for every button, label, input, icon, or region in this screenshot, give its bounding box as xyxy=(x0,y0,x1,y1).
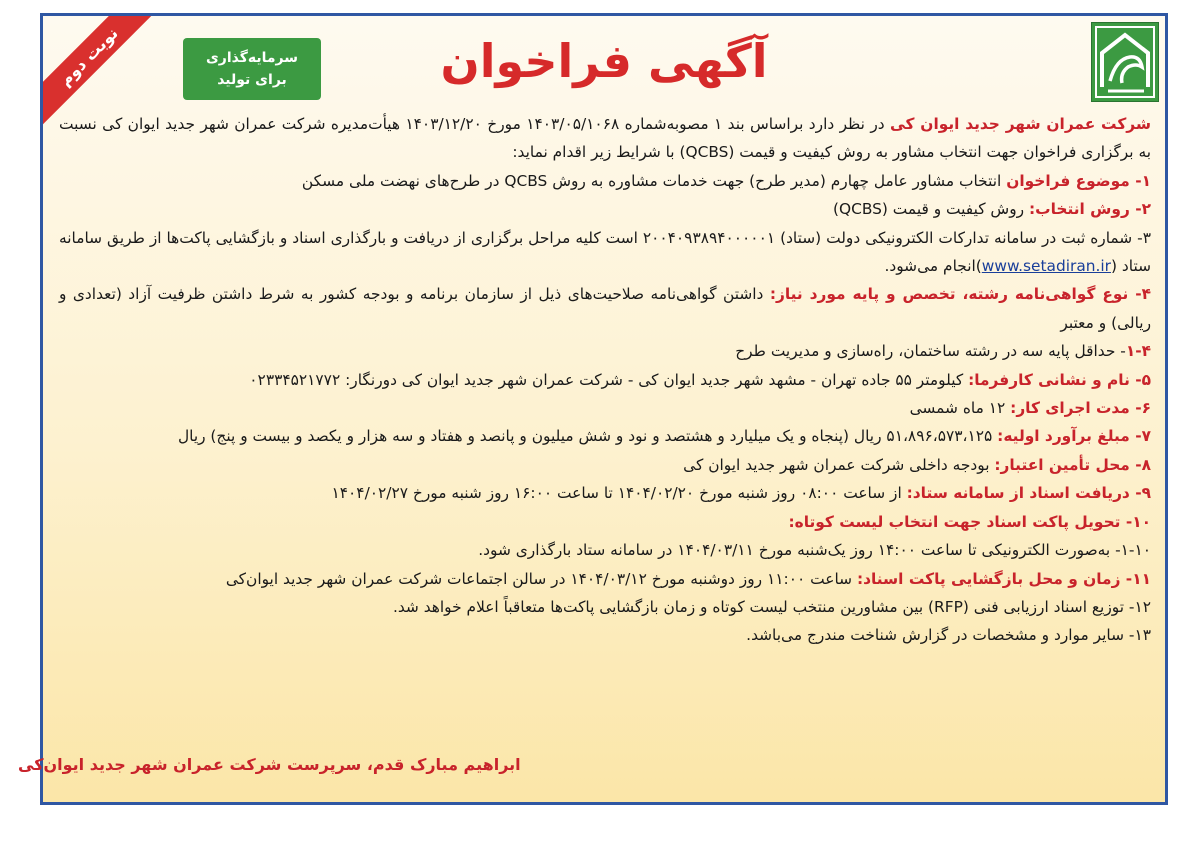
item-text: - حداقل پایه سه در رشته ساختمان، راه‌سازی و مدیریت طرح xyxy=(735,342,1126,361)
item-text: از ساعت ۰۸:۰۰ روز شنبه مورخ ۱۴۰۴/۰۲/۲۰ تا ساعت ۱۶:۰۰ روز شنبه مورخ ۱۴۰۴/۰۲/۲۷ xyxy=(331,484,907,503)
badge-line-1: سرمایه‌گذاری xyxy=(205,50,299,66)
item-text: انتخاب مشاور عامل چهارم (مدیر طرح) جهت خدمات مشاوره به روش QCBS در طرح‌های نهضت ملی مسکن xyxy=(301,171,1007,190)
item-4 xyxy=(59,280,1151,337)
badge-line-2: برای تولید xyxy=(217,72,287,88)
item-text: ۱۲ ماه شمسی xyxy=(909,399,1011,418)
notice-frame xyxy=(40,13,1168,805)
item-7 xyxy=(59,422,1151,450)
item-label: ۸- محل تأمین اعتبار: xyxy=(994,455,1151,474)
item-6 xyxy=(59,394,1151,422)
item-12 xyxy=(59,593,1151,621)
item-label: ۱- موضوع فراخوان xyxy=(1006,171,1151,190)
item-10-1 xyxy=(59,536,1151,564)
item-2 xyxy=(59,195,1151,223)
item-label: ۴- نوع گواهی‌نامه رشته، تخصص و پایه مورد نیاز: xyxy=(769,285,1151,304)
notice-title: آگهی فراخوان xyxy=(440,34,768,88)
ribbon-label: نوبت دوم xyxy=(43,16,153,126)
item-label: ۶- مدت اجرای کار: xyxy=(1010,399,1151,418)
company-logo xyxy=(1091,22,1159,102)
setad-link[interactable]: www.setadiran.ir xyxy=(981,257,1112,276)
item-text: ساعت ۱۱:۰۰ روز دوشنبه مورخ ۱۴۰۴/۰۳/۱۲ در سالن اجتماعات شرکت عمران شهر جدید ایوان‌کی xyxy=(225,569,857,588)
item-text: ۵۱،۸۹۶،۵۷۳،۱۲۵ ریال (پنجاه و یک میلیارد و هشتصد و نود و شش میلیون و پانصد و هفتاد و سه هزار و یکصد و بیست و پنج) ریال xyxy=(177,427,998,446)
item-text: کیلومتر ۵۵ جاده تهران - مشهد شهر جدید ایوان کی - شرکت عمران شهر جدید ایوان کی دورنگار: ۰۲۳۳۴۵۲۱۷۷۲ xyxy=(249,370,969,389)
item-4-1 xyxy=(59,337,1151,365)
item-label: ۱-۴ xyxy=(1125,342,1151,361)
item-label: ۹- دریافت اسناد از سامانه ستاد: xyxy=(906,484,1151,503)
item-text-after: )انجام می‌شود. xyxy=(884,257,982,276)
item-text: بودجه داخلی شرکت عمران شهر جدید ایوان کی xyxy=(683,455,995,474)
item-label: ۵- نام و نشانی کارفرما: xyxy=(968,370,1151,389)
item-label: ۷- مبلغ برآورد اولیه: xyxy=(997,427,1151,446)
slogan-badge xyxy=(183,38,321,100)
item-label: ۱۰- تحویل پاکت اسناد جهت انتخاب لیست کوتاه: xyxy=(788,512,1151,531)
item-text: ۱۲- توزیع اسناد ارزیابی فنی (RFP) بین مشاورین منتخب لیست کوتاه و زمان بازگشایی پاکت‌ها متعاقباً اعلام خواهد شد. xyxy=(392,597,1151,616)
item-10 xyxy=(59,508,1151,536)
item-11 xyxy=(59,565,1151,593)
item-1 xyxy=(59,167,1151,195)
item-text: ۳- شماره ثبت در سامانه تدارکات الکترونیکی دولت (ستاد) ۲۰۰۴۰۹۳۸۹۴۰۰۰۰۰۱ است کلیه مراحل برگزاری از دریافت و بارگذاری اسناد و بازگشایی پاکت‌ها از طریق سامانه ستاد ( xyxy=(59,228,1151,276)
intro-paragraph xyxy=(59,110,1151,167)
item-text: داشتن گواهی‌نامه صلاحیت‌های ذیل از سازمان برنامه و بودجه کشور به شرط داشتن ظرفیت آزاد (تعدادی و ریالی) و معتبر xyxy=(59,285,1151,332)
item-text: ۱۳- سایر موارد و مشخصات در گزارش شناخت مندرج می‌باشد. xyxy=(746,626,1151,645)
notice-body xyxy=(59,110,1151,650)
item-5 xyxy=(59,366,1151,394)
item-8 xyxy=(59,451,1151,479)
item-label: ۱۱- زمان و محل بازگشایی پاکت اسناد: xyxy=(856,569,1151,588)
logo-emblem-icon xyxy=(1092,23,1158,101)
item-text: ۱-۱۰- به‌صورت الکترونیکی تا ساعت ۱۴:۰۰ روز یک‌شنبه مورخ ۱۴۰۴/۰۳/۱۱ در سامانه ستاد بارگذاری شود. xyxy=(478,541,1151,560)
item-9 xyxy=(59,479,1151,507)
company-name: شرکت عمران شهر جدید ایوان کی xyxy=(889,115,1152,133)
item-label: ۲- روش انتخاب: xyxy=(1028,200,1151,219)
signature: ابراهیم مبارک قدم، سرپرست شرکت عمران شهر جدید ایوان‌کی xyxy=(18,755,521,774)
item-3 xyxy=(59,224,1151,281)
intro-text: در نظر دارد براساس بند ۱ مصوبه‌شماره ۱۴۰۳/۰۵/۱۰۶۸ مورخ ۱۴۰۳/۱۲/۲۰ هیأت‌مدیره شرکت عمران شهر جدید ایوان کی نسبت به برگزاری فراخوان جهت انتخاب مشاور به روش کیفیت و قیمت (QCBS) با شرایط زیر اقدام نماید: xyxy=(59,115,1151,162)
item-13 xyxy=(59,621,1151,649)
item-text: روش کیفیت و قیمت (QCBS) xyxy=(832,200,1029,219)
